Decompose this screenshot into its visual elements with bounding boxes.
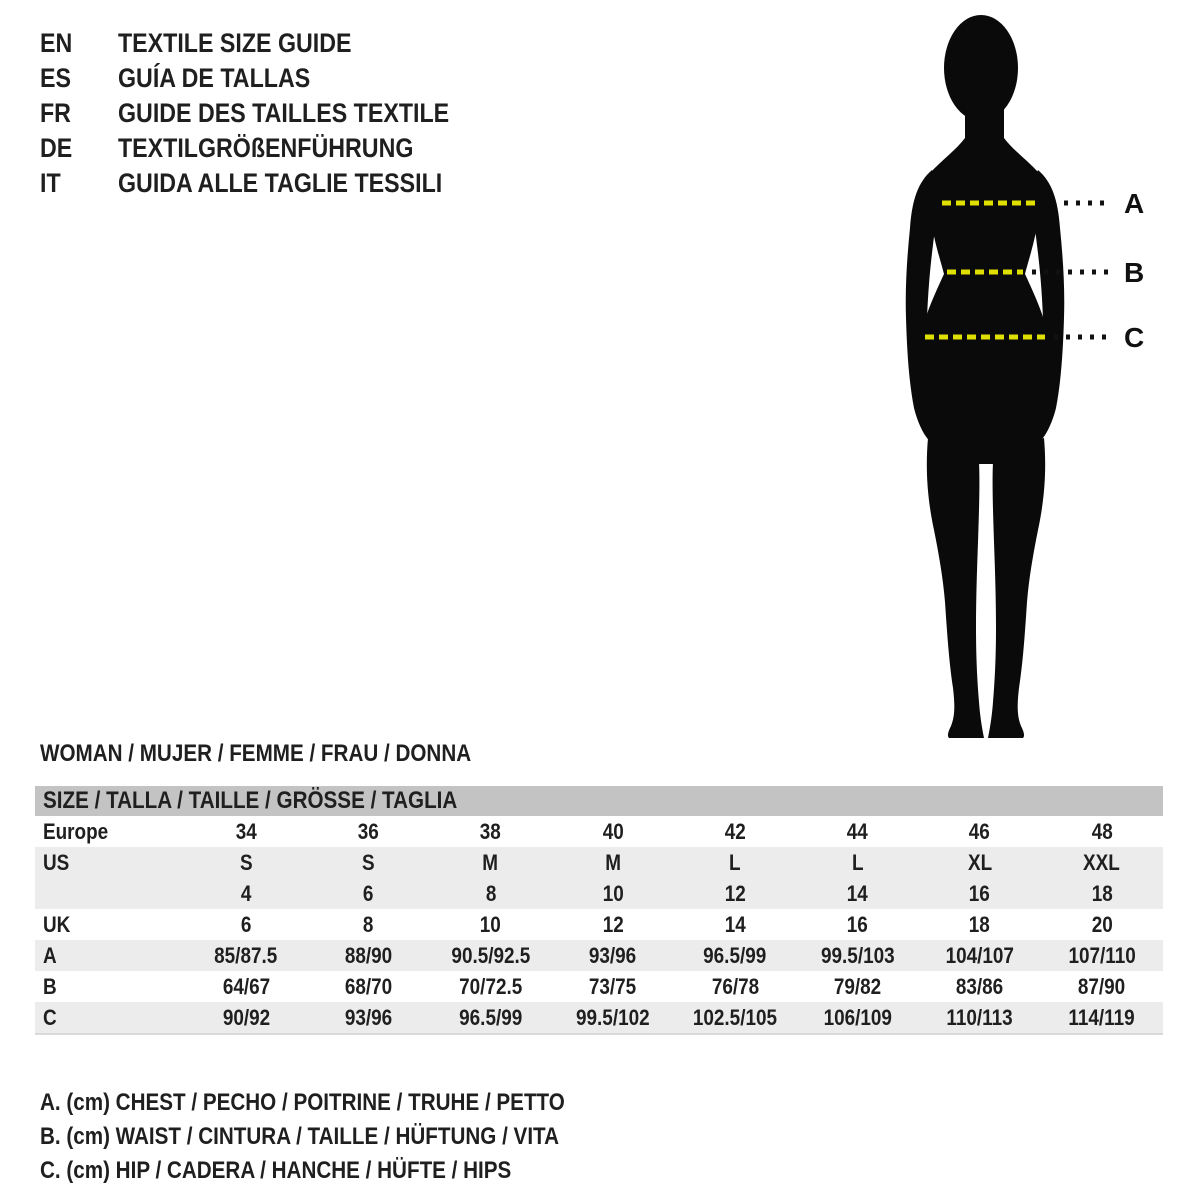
size-table-cell [185,881,307,907]
size-table-cell-text: 96.5/99 [703,942,767,968]
size-table-cell-text: 44 [846,818,868,844]
size-table-header-text: SIZE / TALLA / TAILLE / GRÖSSE / TAGLIA [43,787,458,814]
size-table-header [35,786,1163,816]
size-table-cell-text: 96.5/99 [459,1004,523,1030]
size-table-cell [919,1005,1041,1031]
size-table-cell-text: 18 [969,911,991,937]
size-table-cell [674,912,796,938]
size-table-cell [307,1005,429,1031]
legend-line [40,1086,650,1120]
size-table-cell [307,881,429,907]
size-table-cell [1041,974,1163,1000]
size-table-cell [430,881,552,907]
size-table-cell-text: S [239,849,253,875]
language-title-text: TEXTILGRÖßENFÜHRUNG [118,133,414,163]
size-table-cell-text: M [604,849,621,875]
size-table-cell [430,850,552,876]
size-table-cell [919,974,1041,1000]
language-title [118,28,390,59]
size-table-row-label-text: UK [43,911,71,937]
size-table-row-label [35,912,185,938]
size-table-cell [796,912,918,938]
size-table-cell-text: 73/75 [589,973,637,999]
size-table-cell [552,850,674,876]
measurement-figure [868,10,1158,740]
size-table-cell [430,1005,552,1031]
size-table-cell-text: 42 [724,818,746,844]
size-table-cell-text: 46 [969,818,991,844]
hip-measure-label: C [1124,322,1145,353]
size-table-cell-text: L [851,849,864,875]
size-table-cell [307,912,429,938]
size-table-cell-text: 16 [846,911,868,937]
size-table-cell [307,974,429,1000]
size-table-cell [796,819,918,845]
size-table-cell [674,943,796,969]
size-table-cell [307,943,429,969]
size-table-cell-text: 106/109 [823,1004,892,1030]
size-table-cell [674,881,796,907]
language-title-row [40,166,503,201]
size-table-row [35,878,1163,909]
size-table-row [35,1002,1163,1033]
language-title-text: GUIDE DES TAILLES TEXTILE [118,98,450,128]
size-table-cell [1041,881,1163,907]
size-table-cell-text: M [482,849,499,875]
language-code-text: ES [40,63,71,93]
size-table-cell [185,974,307,1000]
gender-section-label-text: WOMAN / MUJER / FEMME / FRAU / DONNA [40,740,472,767]
size-table-row [35,816,1163,847]
size-table-cell-text: 40 [602,818,624,844]
size-table-cell-text: XL [967,849,992,875]
size-table-cell [796,1005,918,1031]
language-title-row [40,26,503,61]
language-code [40,63,118,94]
language-title-block [40,26,503,201]
size-table-cell-text: 85/87.5 [214,942,278,968]
size-table-cell-text: 34 [235,818,257,844]
size-table-cell-text: 10 [602,880,624,906]
size-table-cell-text: 14 [724,911,746,937]
language-code-text: DE [40,133,73,163]
size-table-cell-text: 93/96 [589,942,637,968]
size-table-row-label [35,850,185,876]
size-table [35,786,1163,1035]
size-table-cell-text: 48 [1091,818,1113,844]
language-title [118,98,503,129]
size-table-cell [919,912,1041,938]
measurement-legend [40,1086,650,1188]
size-table-cell [185,912,307,938]
language-title-text: GUIDA ALLE TAGLIE TESSILI [118,168,443,198]
size-table-cell-text: 114/119 [1068,1004,1136,1030]
size-table-cell-text: 38 [480,818,502,844]
size-table-cell-text: 83/86 [955,973,1004,999]
size-table-cell [185,943,307,969]
size-table-cell [307,850,429,876]
chest-measure-label: A [1124,188,1145,219]
woman-silhouette-figure [868,10,1158,740]
size-table-cell [1041,943,1163,969]
size-table-cell-text: 90/92 [222,1004,270,1030]
language-code-text: FR [40,98,71,128]
size-table-cell-text: 10 [480,911,502,937]
size-table-cell-text: 8 [363,911,374,937]
size-table-cell [1041,912,1163,938]
size-table-cell-text: 68/70 [344,973,393,999]
size-table-row [35,909,1163,940]
size-table-cell-text: 12 [724,880,746,906]
size-table-cell [430,819,552,845]
size-table-cell-text: XXL [1083,849,1121,875]
language-title [118,133,462,164]
size-table-cell-text: 14 [846,880,868,906]
size-table-cell-text: 64/67 [222,973,270,999]
size-table-cell [430,974,552,1000]
size-table-cell [674,1005,796,1031]
size-table-cell-text: 87/90 [1078,973,1126,999]
woman-silhouette [906,15,1065,738]
size-table-row-label [35,1005,185,1031]
size-table-cell-text: 102.5/105 [693,1004,778,1030]
size-table-cell [552,881,674,907]
size-table-cell [430,943,552,969]
size-table-cell [674,974,796,1000]
size-table-cell [919,819,1041,845]
size-table-cell [674,850,796,876]
size-table-cell [919,881,1041,907]
size-table-cell-text: 99.5/102 [576,1004,650,1030]
size-table-row [35,971,1163,1002]
language-code [40,98,118,129]
legend-line-text: B. (cm) WAIST / CINTURA / TAILLE / HÜFTUNG / VITA [40,1123,560,1150]
size-table-cell [185,819,307,845]
size-table-cell-text: 110/113 [946,1004,1013,1030]
language-title-row [40,61,503,96]
size-table-cell [552,819,674,845]
size-table-cell [1041,1005,1163,1031]
size-table-cell-text: 99.5/103 [820,942,895,968]
size-table-cell [552,912,674,938]
waist-measure-label: B [1124,257,1145,288]
size-table-row-label-text: C [43,1004,57,1030]
size-table-cell [307,819,429,845]
size-table-cell [919,850,1041,876]
legend-line [40,1120,650,1154]
size-table-cell-text: 76/78 [711,973,759,999]
size-table-cell-text: 88/90 [344,942,393,968]
language-title [118,168,495,199]
size-table-cell-text: 6 [240,911,252,937]
size-table-row [35,940,1163,971]
size-table-cell [796,881,918,907]
size-table-cell [796,974,918,1000]
size-table-row-label-text: US [43,849,70,875]
size-table-cell-text: 18 [1091,880,1113,906]
size-table-cell-text: S [362,849,375,875]
language-title-text: TEXTILE SIZE GUIDE [118,28,352,58]
language-title-row [40,96,503,131]
size-table-cell-text: 107/110 [1068,942,1136,968]
size-table-cell [185,1005,307,1031]
gender-section-label [40,740,541,768]
size-table-cell [919,943,1041,969]
size-table-cell-text: 93/96 [344,1004,393,1030]
language-code-text: IT [40,168,61,198]
size-table-row-label [35,881,185,907]
size-table-cell [430,912,552,938]
language-title-row [40,131,503,166]
size-table-cell [1041,850,1163,876]
language-title-text: GUÍA DE TALLAS [118,63,311,93]
language-code [40,168,118,199]
size-table-cell [552,943,674,969]
size-table-row-label [35,943,185,969]
language-title [118,63,342,94]
size-table-cell [552,974,674,1000]
size-table-cell-text: 90.5/92.5 [451,942,531,968]
legend-line-text: C. (cm) HIP / CADERA / HANCHE / HÜFTE / HIPS [40,1157,512,1184]
size-table-cell [1041,819,1163,845]
size-table-row-label-text: Europe [43,818,109,844]
size-table-cell [674,819,796,845]
size-table-cell [552,1005,674,1031]
legend-line-text: A. (cm) CHEST / PECHO / POITRINE / TRUHE / PETTO [40,1089,565,1116]
size-table-cell-text: 36 [357,818,379,844]
size-table-row-label [35,819,185,845]
size-table-cell-text: L [729,849,741,875]
size-table-cell-text: 6 [363,880,374,906]
size-table-body [35,816,1163,1033]
size-table-cell-text: 104/107 [945,942,1014,968]
size-table-row-label-text: A [43,942,57,968]
size-table-row [35,847,1163,878]
size-table-cell [796,943,918,969]
size-table-cell-text: 70/72.5 [459,973,523,999]
language-code-text: EN [40,28,73,58]
size-table-cell [796,850,918,876]
size-table-cell-text: 8 [485,880,496,906]
size-table-cell-text: 20 [1091,911,1113,937]
size-table-cell [185,850,307,876]
size-table-row-label-text: B [43,973,57,999]
size-table-row-label [35,974,185,1000]
language-code [40,133,118,164]
size-table-cell-text: 4 [240,880,252,906]
size-table-cell-text: 16 [969,880,991,906]
language-code [40,28,118,59]
legend-line [40,1154,650,1188]
size-table-cell-text: 79/82 [833,973,882,999]
size-table-cell-text: 12 [602,911,624,937]
